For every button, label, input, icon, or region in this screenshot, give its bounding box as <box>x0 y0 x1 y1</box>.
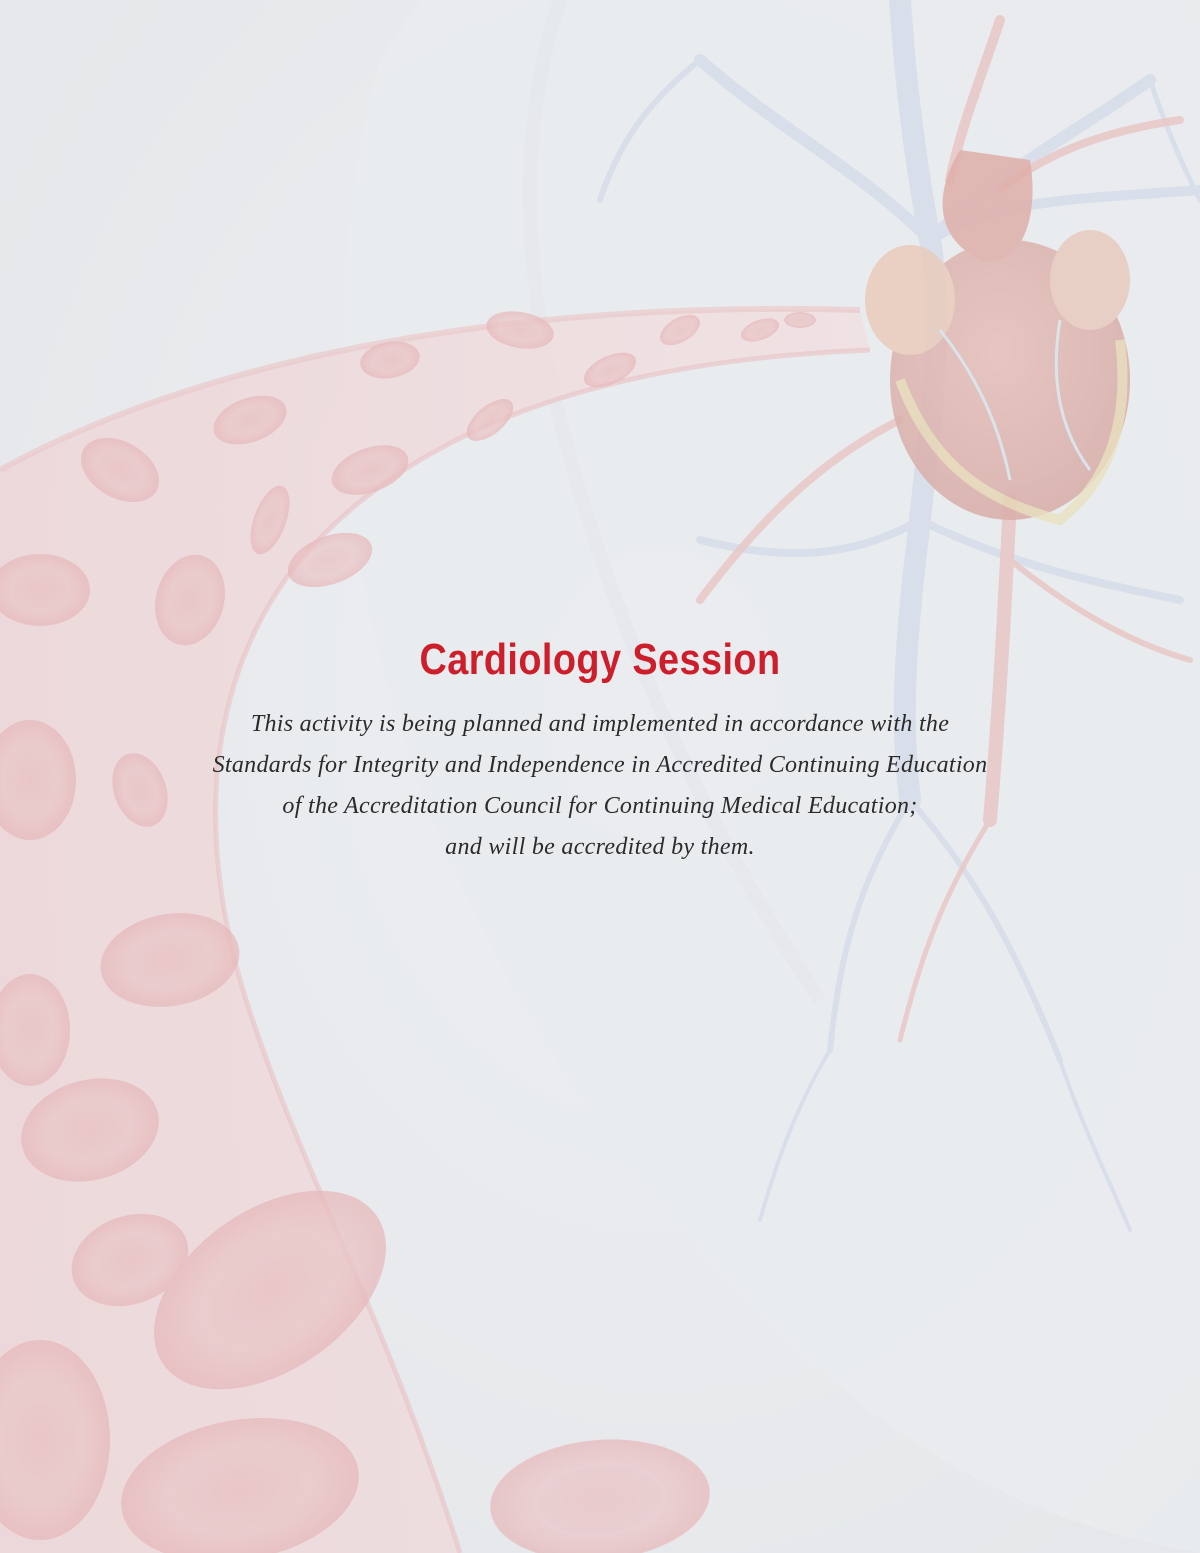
statement-line: Standards for Integrity and Independence in Accredited Continuing Education <box>212 752 988 778</box>
statement-line: of the Accreditation Council for Continuing Medical Education; <box>282 793 918 819</box>
session-announcement <box>0 630 1200 868</box>
session-title: Cardiology Session <box>419 635 781 684</box>
accreditation-statement <box>0 704 1200 868</box>
statement-line: and will be accredited by them. <box>445 834 755 860</box>
statement-line: This activity is being planned and implemented in accordance with the <box>250 711 950 737</box>
